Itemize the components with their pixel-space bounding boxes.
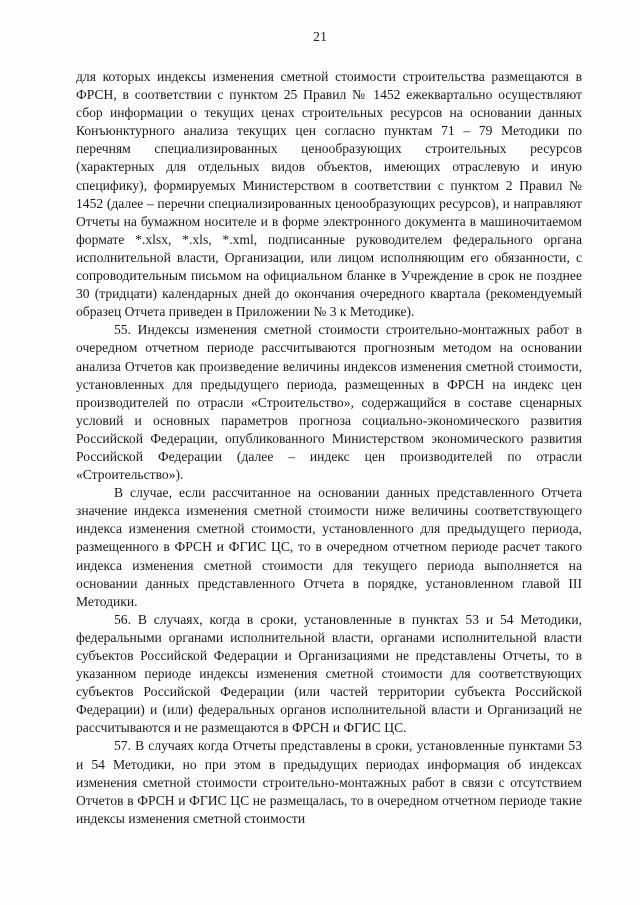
paragraph-55: 55. Индексы изменения сметной стоимости строительно-монтажных работ в очередном отчетном периоде рассчитываются прогнозным методом на основании анализа Отчетов как произведение величины индексов изменения сметной стоимости, установленных для предыдущего периода, размещенных в ФРСН на индекс цен производителей по отрасли «Строительство», содержащийся в составе сценарных условий и основных параметров прогноза социально-экономического развития Российской Федерации, опубликованного Министерством экономического развития Российской Федерации (далее – индекс цен производителей по отрасли «Строительство»). — [76, 322, 582, 483]
paragraph-57: 57. В случаях когда Отчеты представлены в сроки, установленные пунктами 53 и 54 Методики, но при этом в предыдущих периодах информация об индексах изменения сметной стоимости строительно-монтажных работ в связи с отсутствием Отчетов в ФРСН и ФГИС ЦС не размещалась, то в очередном отчетном периоде такие индексы изменения сметной стоимости — [76, 738, 582, 826]
body-text — [76, 68, 582, 828]
paragraph-55-case: В случае, если рассчитанное на основании данных представленного Отчета значение индекса изменения сметной стоимости ниже величины соответствующего индекса изменения сметной стоимости, установленного для предыдущего периода, размещенного в ФРСН и ФГИС ЦС, то в очередном отчетном периоде расчет такого индекса изменения сметной стоимости для текущего периода выполняется на основании данных представленного Отчета в порядке, установленном главой III Методики. — [76, 485, 582, 609]
paragraph-56: 56. В случаях, когда в сроки, установленные в пунктах 53 и 54 Методики, федеральными органами исполнительной власти, органами исполнительной власти субъектов Российской Федерации и Организациями не представлены Отчеты, то в указанном периоде индексы изменения сметной стоимости для соответствующих субъектов Российской Федерации (или частей территории субъекта Российской Федерации) и (или) федеральных органов исполнительной власти и Организаций не рассчитываются и не размещаются в ФРСН и ФГИС ЦС. — [76, 611, 582, 736]
paragraph-continuation: для которых индексы изменения сметной стоимости строительства размещаются в ФРСН, в соответствии с пунктом 25 Правил № 1452 ежеквартально осуществляют сбор информации о текущих ценах строительных ресурсов на основании данных Конъюнктурного анализа текущих цен согласно пунктам 71 – 79 Методики по перечням специализированных ценообразующих строительных ресурсов (характерных для отдельных видов объектов, имеющих отраслевую и иную специфику), формируемых Министерством в соответствии с пунктом 2 Правил № 1452 (далее – перечни специализированных ценообразующих ресурсов), и направляют Отчеты на бумажном носителе и в форме электронного документа в машиночитаемом формате *.xlsx, *.xls, *.xml, подписанные руководителем федерального органа исполнительной власти, Организации, или лицом исполняющим его обязанности, с сопроводительным письмом на официальном бланке в Учреждение в срок не позднее 30 (тридцати) календарных дней до окончания очередного квартала (рекомендуемый образец Отчета приведен в Приложении № 3 к Методике). — [76, 69, 582, 320]
page-number: 21 — [313, 30, 327, 45]
